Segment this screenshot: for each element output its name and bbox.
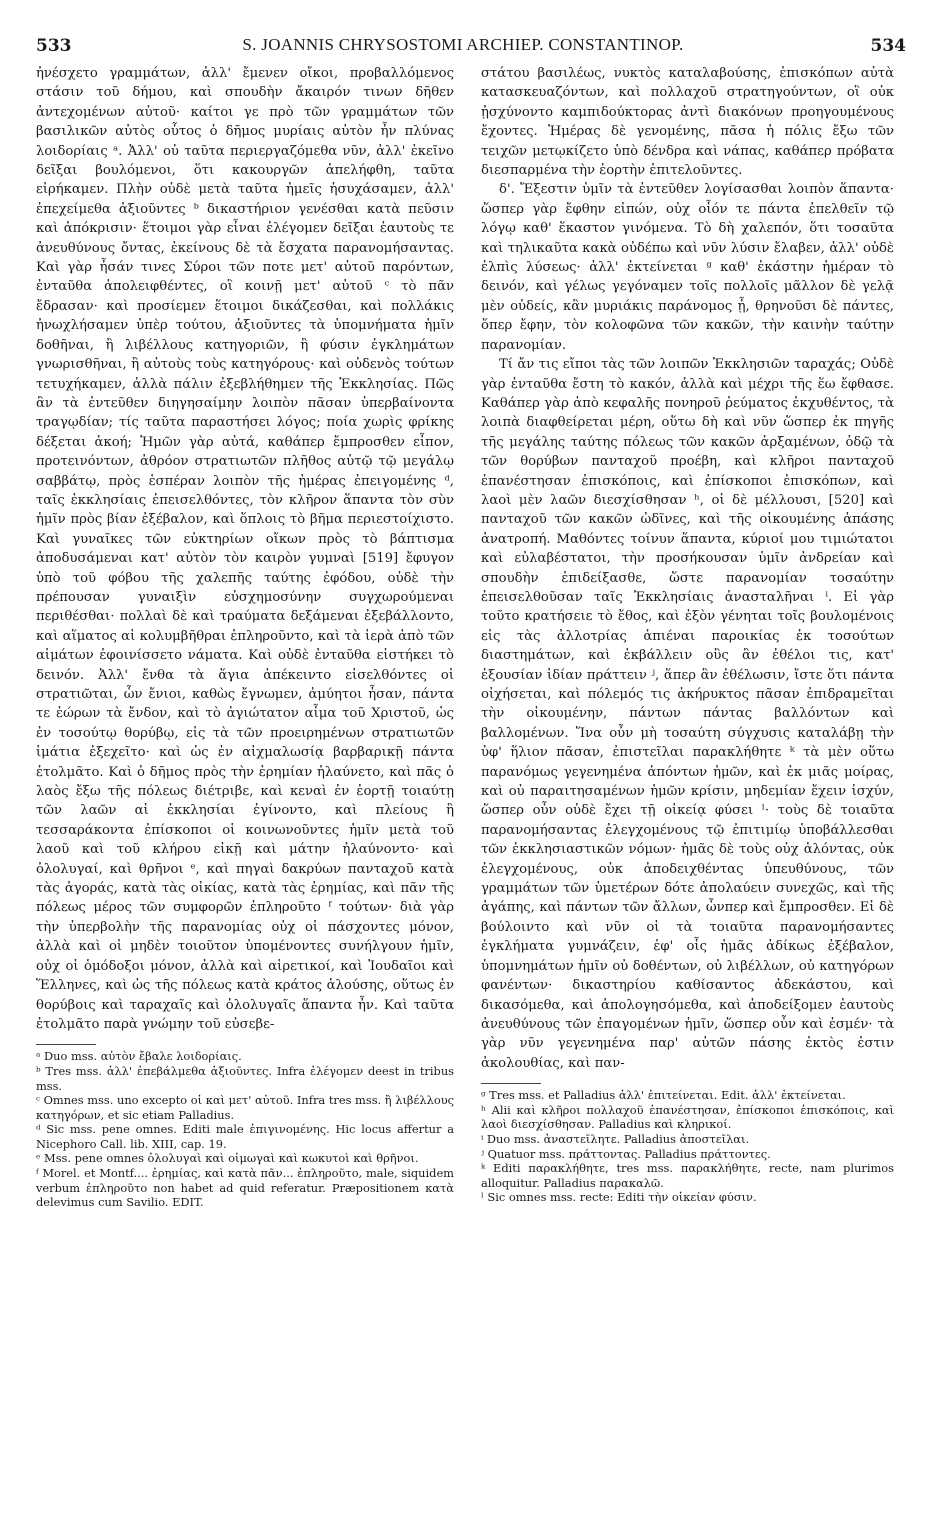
footnote-d: ᵈ Sic mss. pene omnes. Editi male ἐπιγινομένης. Hic locus affertur a Nicephoro Call. lib. XIII, cap. 19. bbox=[36, 1122, 454, 1151]
footnote-i: ⁱ Duo mss. ἀναστεῖλητε. Palladius ἀποστεῖλαι. bbox=[481, 1131, 750, 1146]
footnote-h: ʰ Alii καὶ κλῆροι πολλαχοῦ ἐπανέστησαν, ἐπίσκοποι ἐπισκόποις, καὶ λαοὶ διεσχίσθησαν. Palladius καὶ κληρικοί. bbox=[481, 1102, 894, 1132]
footnote-e: ᵉ Mss. pene omnes ὀλολυγαὶ καὶ οἰμωγαὶ καὶ κωκυτοὶ καὶ θρῆνοι. bbox=[36, 1151, 419, 1166]
left-body-text: ἠνέσχετο γραμμάτων, ἀλλ' ἔμενεν οἴκοι, προβαλλόμενος στάσιν τοῦ δήμου, καὶ σπουδὴν ἄκαιρόν τινων δῆθεν ἀντεχομένων αὐτοῦ· καίτοι γε πρὸ τῶν γραμμάτων τῶν βασιλικῶν αὐτὸς οὗτος ὁ δῆμος μυρίαις αὐτὸν ἦν πλύνας λοιδορίαις ᵃ. Ἀλλ' οὐ ταῦτα περιεργαζόμεθα νῦν, ἀλλ' ἐκεῖνο δεῖξαι βουλόμενοι, ὅτι κακουργῶν ἀπελήφθη, ταῦτα εἰρήκαμεν. Πλὴν οὐδὲ μετὰ ταῦτα ἡμεῖς ἡσυχάσαμεν, ἀλλ' ἐπεχείμεθα ἀξιοῦντες ᵇ δικαστήριον γενέσθαι κατὰ πεῦσιν καὶ ἀπόκρισιν· ἕτοιμοι γὰρ εἶναι ἐλέγομεν δεῖξαι ἑαυτοὺς τε ἀνευθύνους ὄντας, ἐκείνους δὲ τὰ ἔσχατα παρανομήσαντας. Καὶ γὰρ ἦσάν τινες Σύροι τῶν ποτε μετ' αὐτοῦ παρόντων, ἐνταῦθα ἀπολειφθέντες, οἳ κοινῇ μετ' αὐτοῦ ᶜ τὸ πᾶν ἔδρασαν· καὶ προσίεμεν ἕτοιμοι δικάζεσθαι, καὶ πολλάκις ἠνωχλήσαμεν ὑπὲρ τούτου, ἀξιοῦντες τὰ ὑπομνήματα ἡμῖν δοθῆναι, ἢ λιβέλλους κατηγοριῶν, ἢ φύσιν ἐγκλημάτων γνωρισθῆναι, ἢ αὐτοὺς τοὺς κατηγόρους· καὶ οὐδενὸς τούτων τετυχήκαμεν, ἀλλὰ πάλιν ἐξεβλήθημεν τῆς Ἐκκλησίας. Πῶς ἂν τὰ ἐντεῦθεν διηγησαίμην λοιπὸν πᾶσαν ὑπερβαίνοντα τραγῳδίαν; τίς ταῦτα παραστήσει λόγος; ποία χωρὶς φρίκης δέξεται ἀκοή; Ἡμῶν γὰρ αὐτά, καθάπερ ἔμπροσθεν εἶπον, προτεινόντων, ἀθρόον στρατιωτῶν πλῆθος αὐτῷ τῷ μεγάλῳ σαββάτῳ, πρὸς ἑσπέραν λοιπὸν τῆς ἡμέρας ἐπειγομένης ᵈ, ταῖς ἐκκλησίαις ἐπεισελθόντες, τὸν κλῆρον ἅπαντα τὸν σὺν ἡμῖν πρὸς βίαν ἐξέβαλον, καὶ ὅπλοις τὸ βῆμα περιεστοίχιστο. Καὶ γυναῖκες τῶν εὐκτηρίων οἴκων πρὸς τὸ βάπτισμα ἀποδυσάμεναι κατ' αὐτὸν τὸν καιρὸν γυμναὶ [519] ἔφυγον ὑπὸ τοῦ φόβου τῆς χαλεπῆς ταύτης ἐφόδου, οὐδὲ τὴν πρέπουσαν γυναιξὶν εὐσχημοσύνην συγχωρούμεναι περιθέσθαι· πολλαὶ δὲ καὶ τραύματα δεξάμεναι ἐξεβάλλοντο, καὶ αἵματος αἱ κολυμβῆθραι ἐπληροῦντο, καὶ τὰ ἱερὰ ἀπὸ τῶν αἱμάτων ἐφοινίσσετο νάματα. Καὶ οὐδὲ ἐνταῦθα εἱστήκει τὸ δεινόν. Ἀλλ' ἔνθα τὰ ἅγια ἀπέκειντο εἰσελθόντες οἱ στρατιῶται, ὧν ἔνιοι, καθὼς ἔγνωμεν, ἀμύητοι ἦσαν, πάντα τε ἑώρων τὰ ἔνδον, καὶ τὸ ἁγιώτατον αἷμα τοῦ Χριστοῦ, ὡς ἐν τοσούτῳ θορύβῳ, εἰς τὰ τῶν προειρημένων στρατιωτῶν ἱμάτια ἐξεχεῖτο· καὶ ὡς ἐν αἰχμαλωσίᾳ βαρβαρικῇ πάντα ἐτολμᾶτο. Καὶ ὁ δῆμος πρὸς τὴν ἐρημίαν ἠλαύνετο, καὶ πᾶς ὁ λαὸς ἔξω τῆς πόλεως διέτριβε, καὶ κεναὶ ἐν ἑορτῇ τοιαύτῃ τῶν λαῶν αἱ ἐκκλησίαι ἐγίνοντο, καὶ πλείους ἢ τεσσαράκοντα ἐπίσκοποι οἱ κοινωνοῦντες ἡμῖν μετὰ τοῦ λαοῦ καὶ τοῦ κλήρου εἰκῇ καὶ μάτην ἠλαύνοντο· καὶ ὀλολυγαί, καὶ θρῆνοι ᵉ, καὶ πηγαὶ δακρύων πανταχοῦ κατὰ τὰς ἀγοράς, κατὰ τὰς οἰκίας, κατὰ τὰς ἐρημίας, καὶ πᾶν τῆς πόλεως μέρος τῶν συμφορῶν ἐπληροῦτο ᶠ τούτων· διὰ γὰρ τὴν ὑπερβολὴν τῆς παρανομίας οὐχ οἱ πάσχοντες μόνον, ἀλλὰ καὶ οἱ μηδὲν τοιοῦτον ὑπομένοντες συνήλγουν ἡμῖν, οὐχ οἱ ὁμόδοξοι μόνον, ἀλλὰ καὶ αἱρετικοί, καὶ Ἰουδαῖοι καὶ Ἕλληνες, καὶ ὡς τῆς πόλεως κατὰ κράτος ἁλούσης, οὕτως ἐν θορύβοις καὶ ταραχαῖς καὶ ὀλολυγαῖς ἅπαντα ἦν. Καὶ ταῦτα ἐτολμᾶτο παρὰ γνώμην τοῦ εὐσεβε- bbox=[36, 66, 454, 1032]
running-title: S. JOANNIS CHRYSOSTOMI ARCHIEP. CONSTANTINOP. bbox=[242, 35, 684, 54]
left-footnotes bbox=[36, 1049, 454, 1210]
footnote-a: ᵃ Duo mss. αὐτὸν ἔβαλε λοιδορίαις. bbox=[36, 1049, 242, 1064]
footnote-rule-left bbox=[36, 1044, 96, 1045]
footnote-b: ᵇ Tres mss. ἀλλ' ἐπεβάλμεθα ἀξιοῦντες. Infra ἐλέγομεν deest in tribus mss. bbox=[36, 1063, 454, 1093]
page-number-right: 534 bbox=[870, 36, 906, 56]
page-number-left: 533 bbox=[36, 36, 72, 56]
footnote-g: ᵍ Tres mss. et Palladius ἀλλ' ἐπιτείνεται. Edit. ἀλλ' ἐκτείνεται. bbox=[481, 1088, 846, 1103]
right-body-paragraph-1: στάτου βασιλέως, νυκτὸς καταλαβούσης, ἐπισκόπων αὐτὰ κατασκευαζόντων, καὶ πολλαχοῦ στρατηγούντων, οἳ οὐκ ᾐσχύνοντο καμπιδούκτορας ἀντὶ διακόνων προηγουμένους ἔχοντες. Ἡμέρας δὲ γενομένης, πᾶσα ἡ πόλις ἔξω τῶν τειχῶν μετῳκίζετο ὑπὸ δένδρα καὶ νάπας, καθάπερ πρόβατα διεσπαρμένα τὴν ἑορτὴν ἐπιτελοῦντες. bbox=[481, 66, 894, 179]
footnote-l: ˡ Sic omnes mss. recte: Editi τὴν οἰκείαν φύσιν. bbox=[481, 1190, 757, 1205]
footnote-c: ᶜ Omnes mss. uno excepto οἱ καὶ μετ' αὐτοῦ. Infra tres mss. ἢ λιβέλλους κατηγόρων, et sic etiam Palladius. bbox=[36, 1093, 454, 1122]
right-footnotes bbox=[481, 1088, 894, 1205]
left-column bbox=[36, 64, 454, 1210]
footnote-f: ᶠ Morel. et Montf.... ἐρημίας, καὶ κατὰ πᾶν... ἐπληροῦτο, male, siquidem verbum ἐπληροῦτο non habet ad quid referatur. Præpositionem κατὰ delevimus cum Savilio. EDIT. bbox=[36, 1166, 454, 1210]
page-header bbox=[0, 0, 926, 58]
right-column bbox=[481, 64, 894, 1205]
right-body-paragraph-2: δ'. Ἔξεστιν ὑμῖν τὰ ἐντεῦθεν λογίσασθαι λοιπὸν ἅπαντα· ὥσπερ γὰρ ἔφθην εἰπών, οὐχ οἷόν τε πάντα ἐπελθεῖν τῷ λόγῳ καθ' ἕκαστον γινόμενα. Τὸ δὴ χαλεπόν, ὅτι τοσαῦτα καὶ τηλικαῦτα κακὰ οὐδέπω καὶ νῦν λύσιν ἔλαβεν, ἀλλ' οὐδὲ ἐλπὶς λύσεως· ἀλλ' ἐκτείνεται ᵍ καθ' ἑκάστην ἡμέραν τὸ δεινόν, καὶ γέλως γεγόναμεν τοῖς πολλοῖς μᾶλλον δὲ γελᾷ μὲν οὐδείς, κἂν μυριάκις παράνομος ᾖ, θρηνοῦσι δὲ πάντες, ὅπερ ἔφην, τὸν κολοφῶνα τῶν κακῶν, τὴν καινὴν ταύτην παρανομίαν. bbox=[481, 182, 894, 353]
footnote-j: ʲ Quatuor mss. πράττοντας. Palladius πράττοντες. bbox=[481, 1146, 771, 1161]
footnote-rule-right bbox=[481, 1083, 541, 1084]
footnote-k: ᵏ Editi παρακλήθητε, tres mss. παρακλήθητε, recte, nam plurimos alloquitur. Palladius παρακαλῶ. bbox=[481, 1161, 894, 1190]
right-body-paragraph-3: Τί ἄν τις εἴποι τὰς τῶν λοιπῶν Ἐκκλησιῶν ταραχάς; Οὐδὲ γὰρ ἐνταῦθα ἔστη τὸ κακόν, ἀλλὰ καὶ μέχρι τῆς ἕω ἔφθασε. Καθάπερ γὰρ ἀπὸ κεφαλῆς πονηροῦ ῥεύματος ἐκχυθέντος, τὰ λοιπὰ διαφθείρεται μέρη, οὕτω δὴ καὶ νῦν ὥσπερ ἐκ πηγῆς τῆς μεγάλης ταύτης πόλεως τῶν κακῶν ἀρξαμένων, ὁδῷ τὰ τῶν θορύβων πανταχοῦ προέβη, καὶ κλῆροι πανταχοῦ ἐπανέστησαν ἐπισκόποις, καὶ ἐπίσκοποι ἐπισκόπων, καὶ λαοὶ μὲν λαῶν διεσχίσθησαν ʰ, οἱ δὲ μέλλουσι, [520] καὶ πανταχοῦ τῶν κακῶν ὠδῖνες, καὶ τῆς οἰκουμένης ἁπάσης ἀνατροπή. Μαθόντες τοίνυν ἅπαντα, κύριοί μου τιμιώτατοι καὶ εὐλαβέστατοι, τὴν προσήκουσαν ὑμῖν ἀνδρείαν καὶ σπουδὴν ἐπιδείξασθε, ὥστε παρανομίαν τοσαύτην ἐπεισελθοῦσαν ταῖς Ἐκκλησίαις ἀνασταλῆναι ⁱ. Εἰ γὰρ τοῦτο κρατήσειε τὸ ἔθος, καὶ ἐξὸν γένηται τοῖς βουλομένοις εἰς τὰς ἀλλοτρίας ἀπιέναι παροικίας ἐκ τοσούτων διαστημάτων, καὶ ἐκβάλλειν οὓς ἂν ἐθέλοι τις, κατ' ἐξουσίαν ἰδίαν πράττειν ʲ, ἅπερ ἂν ἐθέλωσιν, ἴστε ὅτι πάντα οἰχήσεται, καὶ πόλεμός τις ἀκήρυκτος πᾶσαν ἐπιδραμεῖται τὴν οἰκουμένην, πάντων πάντας βαλλόντων καὶ βαλλομένων. Ἵνα οὖν μὴ τοσαύτη σύγχυσις καταλάβῃ τὴν ὑφ' ἥλιον πᾶσαν, ἐπιστεῖλαι παρακλήθητε ᵏ τὰ μὲν οὕτω παρανόμως γεγενημένα ἀπόντων ἡμῶν, καὶ ἐκ μιᾶς μοίρας, καὶ οὐ παραιτησαμένων ἡμῶν κρίσιν, μηδεμίαν ἔχειν ἰσχύν, ὥσπερ οὖν οὐδὲ ἔχει τῇ οἰκείᾳ φύσει ˡ· τοὺς δὲ τοιαῦτα παρανομήσαντας ἐλεγχομένους τῷ ἐπιτιμίῳ ὑποβάλλεσθαι τῶν ἐκκλησιαστικῶν νόμων· ἡμᾶς δὲ τοὺς οὐχ ἁλόντας, οὐκ ἐλεγχομένους, οὐκ ἀποδειχθέντας ὑπευθύνους, τῶν γραμμάτων τῶν ὑμετέρων δότε ἀπολαύειν συνεχῶς, καὶ τῆς ἀγάπης, καὶ πάντων τῶν ἄλλων, ὧνπερ καὶ ἔμπροσθεν. Εἰ δὲ βούλοιντο καὶ νῦν οἱ τὰ τοιαῦτα παρανομήσαντες ἐγκλήματα γυμνάζειν, ἐφ' οἷς ἡμᾶς ἀδίκως ἐξέβαλον, ὑπομνημάτων ἡμῖν οὐ δοθέντων, οὐ λιβέλλων, οὐ κατηγόρων φανέντων· δικαστηρίου καθίσαντος ἀδεκάστου, καὶ δικασόμεθα, καὶ ἀπολογησόμεθα, καὶ ἀποδείξομεν ἑαυτοὺς ἀνευθύνους τῶν ἐπαγομένων ἡμῖν, ὥσπερ οὖν καὶ ἐσμέν· τὰ γὰρ νῦν γεγενημένα παρ' αὐτῶν πάσης ἐκτὸς ἐστιν ἀκολουθίας, καὶ παν- bbox=[481, 357, 894, 1071]
